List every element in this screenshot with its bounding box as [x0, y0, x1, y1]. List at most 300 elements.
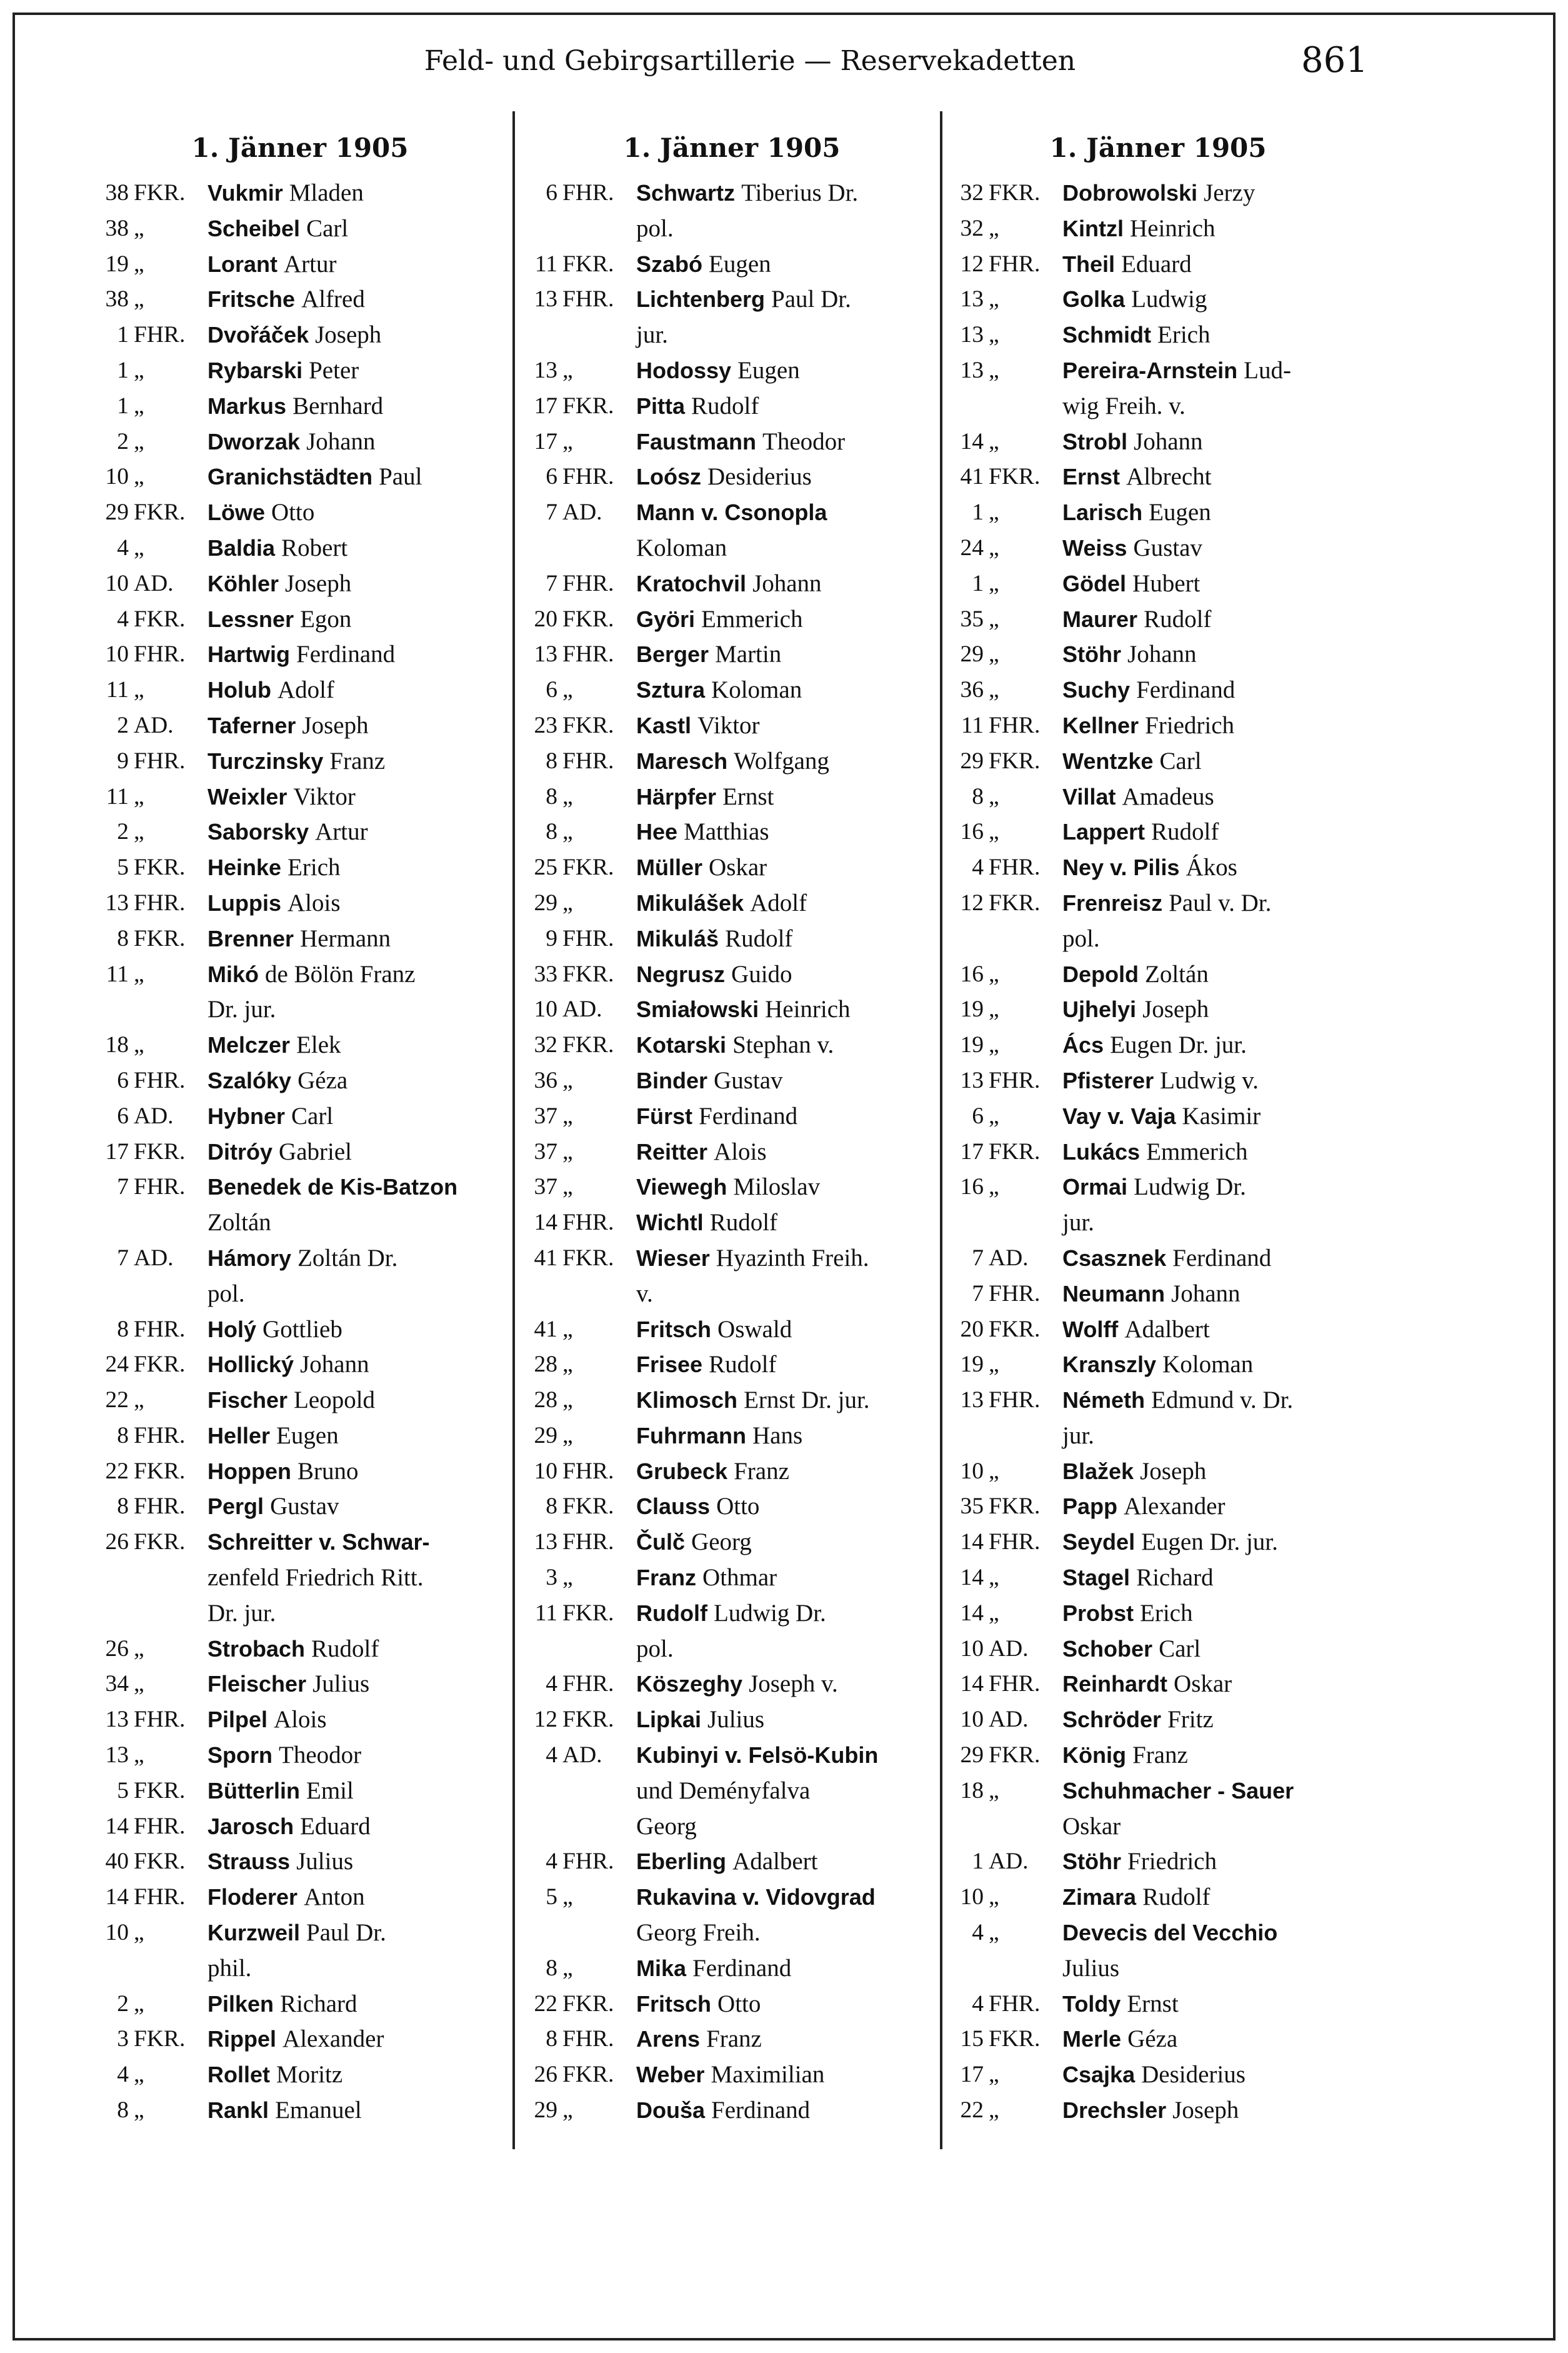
given-name: Eugen — [1149, 499, 1211, 526]
column-title: 1. Jänner 1905 — [623, 133, 841, 163]
regiment-number: 38 — [105, 180, 129, 206]
unit-abbreviation: FHR. — [134, 322, 186, 348]
unit-abbreviation: „ — [134, 2097, 144, 2124]
unit-abbreviation: FHR. — [562, 180, 614, 206]
name-continuation: jur. — [1062, 1209, 1094, 1237]
regiment-number: 38 — [105, 286, 129, 313]
unit-abbreviation: FHR. — [562, 1671, 614, 1697]
list-item — [100, 1028, 500, 1063]
surname: Seydel — [1062, 1529, 1136, 1555]
list-item — [955, 1135, 1361, 1170]
given-name: Oskar — [1174, 1670, 1232, 1698]
cadet-name — [1062, 1099, 1361, 1135]
cadet-name — [207, 1880, 500, 1915]
cadet-name — [1062, 1063, 1361, 1099]
surname: Fritsch — [636, 1316, 712, 1342]
surname: Pereira-Arnstein — [1062, 357, 1238, 383]
list-item — [529, 1596, 935, 1667]
given-name: Hermann — [300, 925, 391, 952]
unit-abbreviation: „ — [989, 428, 999, 454]
regiment-number: 16 — [960, 1174, 984, 1200]
list-item — [529, 780, 935, 815]
given-name: Mladen — [289, 179, 364, 206]
list-item — [100, 1880, 500, 1915]
unit-abbreviation: „ — [134, 819, 144, 845]
regiment-number: 1 — [972, 499, 984, 526]
regiment-number: 15 — [960, 2026, 984, 2052]
list-item — [955, 673, 1361, 708]
given-name: Maximilian — [711, 2061, 825, 2089]
regiment-number: 8 — [546, 2026, 557, 2052]
surname: Ujhelyi — [1062, 996, 1137, 1023]
surname: Mann v. Csonopla — [636, 499, 827, 526]
cadet-name — [207, 1987, 500, 2022]
name-continuation: wig Freih. v. — [1062, 392, 1186, 419]
regiment-number: 13 — [105, 890, 129, 916]
regiment-number: 11 — [106, 783, 129, 810]
unit-abbreviation: FHR. — [134, 1422, 186, 1448]
cadet-name — [636, 1347, 935, 1383]
given-name: Johann — [1127, 641, 1197, 668]
regiment-number: 26 — [105, 1529, 129, 1555]
given-name: Zoltán — [1145, 960, 1209, 988]
surname: Ney v. Pilis — [1062, 855, 1180, 881]
cadet-name — [207, 176, 500, 211]
regiment-number: 37 — [534, 1174, 557, 1200]
given-name: Elek — [296, 1031, 341, 1059]
list-item — [529, 886, 935, 921]
surname: Lipkai — [636, 1707, 702, 1733]
regiment-number: 16 — [960, 961, 984, 987]
surname: Rippel — [207, 2026, 277, 2052]
regiment-number: 18 — [960, 1777, 984, 1804]
cadet-name — [1062, 1738, 1361, 1774]
regiment-number: 17 — [960, 2062, 984, 2088]
regiment-number: 29 — [960, 1742, 984, 1769]
list-item — [100, 2057, 500, 2093]
list-item — [529, 1418, 935, 1454]
given-name: Ludwig Dr. — [713, 1599, 826, 1627]
regiment-number: 13 — [960, 286, 984, 313]
unit-abbreviation: „ — [989, 2062, 999, 2088]
unit-abbreviation: FKR. — [562, 2062, 614, 2088]
list-item — [529, 1170, 935, 1205]
cadet-name — [207, 211, 500, 247]
list-item — [529, 176, 935, 247]
cadet-name — [636, 282, 935, 318]
surname: Schuhmacher - Sauer — [1062, 1777, 1294, 1804]
cadet-name — [1062, 566, 1361, 602]
list-item — [529, 459, 935, 495]
regiment-number: 13 — [960, 1387, 984, 1413]
given-name: Ludwig Dr. — [1134, 1173, 1246, 1201]
surname: Köszeghy — [636, 1671, 743, 1697]
regiment-number: 16 — [960, 819, 984, 845]
list-item — [529, 1383, 935, 1418]
unit-abbreviation: AD. — [562, 1742, 602, 1769]
given-name: Paul v. Dr. — [1169, 889, 1272, 916]
entry-list — [100, 176, 500, 2129]
unit-abbreviation: „ — [134, 428, 144, 454]
regiment-number: 6 — [546, 180, 557, 206]
given-name: Johann — [300, 1351, 369, 1378]
given-name: Carl — [1159, 1635, 1201, 1662]
regiment-number: 4 — [117, 534, 129, 561]
regiment-number: 13 — [534, 1529, 557, 1555]
surname: Benedek de Kis-Batzon — [207, 1174, 458, 1200]
regiment-number: 32 — [960, 180, 984, 206]
unit-abbreviation: FKR. — [562, 1600, 614, 1626]
unit-abbreviation: „ — [562, 819, 573, 845]
given-name: Ernst Dr. jur. — [744, 1387, 870, 1414]
given-name: Joseph v. — [749, 1670, 838, 1698]
regiment-number: 22 — [960, 2097, 984, 2124]
unit-abbreviation: AD. — [989, 1635, 1029, 1662]
list-item — [100, 1774, 500, 1809]
unit-abbreviation: „ — [134, 251, 144, 277]
cadet-name — [1062, 1560, 1361, 1596]
unit-abbreviation: FKR. — [562, 1707, 614, 1733]
surname: Hodossy — [636, 357, 732, 383]
surname: Csasznek — [1062, 1245, 1167, 1271]
unit-abbreviation: FKR. — [989, 180, 1041, 206]
cadet-name — [207, 424, 500, 460]
name-continuation: Koloman — [636, 534, 727, 561]
unit-abbreviation: „ — [562, 1103, 573, 1129]
given-name: Franz — [734, 1457, 789, 1485]
surname: Villat — [1062, 783, 1116, 810]
list-item — [100, 1418, 500, 1454]
cadet-name — [207, 602, 500, 638]
unit-abbreviation: FKR. — [134, 1529, 186, 1555]
surname: Strobach — [207, 1635, 306, 1662]
unit-abbreviation: FHR. — [134, 1707, 186, 1733]
given-name: Lud- — [1244, 356, 1291, 384]
list-item — [955, 637, 1361, 673]
unit-abbreviation: „ — [562, 783, 573, 810]
unit-abbreviation: „ — [989, 1032, 999, 1058]
cadet-name — [207, 282, 500, 318]
unit-abbreviation: „ — [134, 464, 144, 490]
regiment-number: 6 — [117, 1067, 129, 1093]
list-item — [100, 637, 500, 673]
list-item — [955, 282, 1361, 318]
surname: Melczer — [207, 1032, 291, 1058]
unit-abbreviation: „ — [562, 1422, 573, 1448]
cadet-name — [207, 1028, 500, 1063]
surname: Schreitter v. Schwar- — [207, 1529, 430, 1555]
given-name: Eugen Dr. jur. — [1110, 1031, 1247, 1059]
cadet-name — [207, 637, 500, 673]
regiment-number: 7 — [546, 570, 557, 596]
list-item — [955, 1738, 1361, 1774]
surname: Floderer — [207, 1884, 298, 1910]
regiment-number: 20 — [960, 1316, 984, 1342]
surname: Smiałowski — [636, 996, 759, 1023]
regiment-number: 4 — [546, 1742, 557, 1769]
surname: Lichtenberg — [636, 286, 766, 313]
given-name: Heinrich — [1130, 214, 1216, 242]
cadet-name — [207, 1454, 500, 1490]
cadet-name — [636, 921, 935, 957]
given-name: Theodor — [279, 1742, 362, 1769]
given-name: Rudolf — [691, 392, 759, 419]
given-name: Emanuel — [275, 2097, 362, 2124]
list-item — [100, 459, 500, 495]
given-name: Adolf — [750, 889, 807, 916]
regiment-number: 8 — [972, 783, 984, 810]
unit-abbreviation: FKR. — [989, 1316, 1041, 1342]
unit-abbreviation: FKR. — [562, 606, 614, 632]
given-name: Alexander — [1124, 1493, 1226, 1520]
surname: Binder — [636, 1067, 708, 1093]
column-title: 1. Jänner 1905 — [191, 133, 409, 163]
cadet-name — [636, 1844, 935, 1880]
list-item — [100, 1063, 500, 1099]
surname: Dworzak — [207, 428, 301, 454]
surname: Györi — [636, 606, 696, 632]
cadet-name — [636, 247, 935, 283]
list-item — [529, 1099, 935, 1135]
given-name: Ferdinand — [296, 641, 396, 668]
regiment-number: 12 — [960, 251, 984, 277]
cadet-name — [636, 1702, 935, 1738]
list-item — [100, 1312, 500, 1348]
regiment-number: 9 — [546, 925, 557, 951]
surname: Pitta — [636, 393, 686, 419]
unit-abbreviation: „ — [562, 1884, 573, 1910]
unit-abbreviation: FKR. — [134, 1849, 186, 1875]
unit-abbreviation: „ — [134, 1032, 144, 1058]
running-header: Feld- und Gebirgsartillerie — Reservekadetten — [424, 45, 1076, 77]
list-item — [529, 850, 935, 886]
list-item — [100, 389, 500, 424]
cadet-name — [1062, 1241, 1361, 1277]
list-item — [529, 602, 935, 638]
surname: Dobrowolski — [1062, 180, 1198, 206]
given-name: Matthias — [684, 818, 769, 846]
cadet-name — [207, 2093, 500, 2129]
given-name: Ernst — [1127, 1990, 1179, 2017]
cadet-name — [636, 424, 935, 460]
given-name: Carl — [1159, 747, 1202, 775]
unit-abbreviation: „ — [562, 1316, 573, 1342]
unit-abbreviation: FKR. — [134, 606, 186, 632]
cadet-name — [1062, 2022, 1361, 2057]
given-name: Rudolf — [709, 1351, 777, 1378]
list-item — [955, 744, 1361, 780]
unit-abbreviation: FHR. — [134, 641, 186, 668]
surname: Luppis — [207, 890, 281, 916]
given-name: Artur — [315, 818, 368, 846]
given-name: Bernhard — [292, 392, 384, 419]
list-item — [100, 353, 500, 389]
cadet-name — [1062, 886, 1361, 921]
regiment-number: 35 — [960, 606, 984, 632]
list-item — [529, 1987, 935, 2022]
unit-abbreviation: FHR. — [989, 1067, 1041, 1093]
given-name: Egon — [300, 605, 352, 633]
regiment-number: 5 — [546, 1884, 557, 1910]
regiment-number: 28 — [534, 1352, 557, 1378]
given-name: Rudolf — [709, 1209, 778, 1237]
surname: Stöhr — [1062, 641, 1121, 668]
list-item — [100, 957, 500, 1028]
unit-abbreviation: FKR. — [134, 180, 186, 206]
surname: Pilken — [207, 1990, 274, 2017]
entry-list — [955, 176, 1361, 2129]
list-item — [529, 637, 935, 673]
list-item — [100, 1987, 500, 2022]
cadet-name — [636, 992, 935, 1028]
list-item — [100, 495, 500, 531]
given-name: Albrecht — [1126, 463, 1212, 491]
cadet-name — [636, 708, 935, 744]
regiment-number: 8 — [546, 748, 557, 774]
regiment-number: 11 — [961, 712, 984, 738]
given-name: Gottlieb — [262, 1315, 342, 1343]
cadet-name — [636, 886, 935, 921]
list-item — [100, 1170, 500, 1241]
regiment-number: 23 — [534, 712, 557, 738]
given-name: Rudolf — [725, 925, 793, 952]
column-1 — [100, 133, 500, 2129]
name-continuation: Zoltán — [207, 1209, 271, 1237]
surname: Rukavina v. Vidovgrad — [636, 1884, 876, 1910]
surname: Holub — [207, 677, 271, 703]
unit-abbreviation: „ — [989, 2097, 999, 2124]
surname: Neumann — [1062, 1280, 1166, 1307]
regiment-number: 4 — [117, 606, 129, 632]
given-name: Johann — [1134, 428, 1203, 455]
regiment-number: 14 — [960, 1565, 984, 1591]
regiment-number: 17 — [105, 1138, 129, 1165]
surname: Turczinsky — [207, 748, 324, 774]
entry-list — [529, 176, 935, 2129]
regiment-number: 4 — [972, 855, 984, 881]
cadet-name — [636, 957, 935, 993]
unit-abbreviation: „ — [134, 1387, 144, 1413]
regiment-number: 14 — [960, 428, 984, 454]
list-item — [955, 2057, 1361, 2093]
name-continuation: pol. — [1062, 925, 1100, 952]
list-item — [529, 247, 935, 283]
list-item — [955, 1596, 1361, 1632]
surname: Wolff — [1062, 1316, 1119, 1342]
regiment-number: 17 — [960, 1138, 984, 1165]
list-item — [529, 424, 935, 460]
given-name: Artur — [284, 250, 337, 278]
unit-abbreviation: „ — [562, 1138, 573, 1165]
name-continuation: und Deményfalva — [636, 1777, 811, 1804]
list-item — [955, 1525, 1361, 1560]
cadet-name — [1062, 1667, 1361, 1702]
surname: Strauss — [207, 1849, 291, 1875]
regiment-number: 2 — [117, 712, 129, 738]
unit-abbreviation: FKR. — [989, 1138, 1041, 1165]
list-item — [100, 1454, 500, 1490]
unit-abbreviation: FKR. — [989, 1742, 1041, 1769]
regiment-number: 1 — [117, 393, 129, 419]
surname: Suchy — [1062, 677, 1131, 703]
given-name: Julius — [312, 1670, 370, 1698]
regiment-number: 24 — [960, 534, 984, 561]
given-name: Hyazinth Freih. — [716, 1244, 869, 1272]
surname: Papp — [1062, 1493, 1118, 1520]
regiment-number: 19 — [960, 996, 984, 1023]
surname: Fuhrmann — [636, 1422, 746, 1448]
list-item — [529, 1489, 935, 1525]
cadet-name — [636, 1418, 935, 1454]
list-item — [529, 1205, 935, 1241]
list-item — [100, 1347, 500, 1383]
unit-abbreviation: „ — [989, 499, 999, 526]
given-name: Ferdinand — [699, 1102, 798, 1130]
unit-abbreviation: „ — [989, 677, 999, 703]
unit-abbreviation: „ — [134, 357, 144, 383]
list-item — [529, 1063, 935, 1099]
list-item — [955, 2022, 1361, 2057]
regiment-number: 8 — [117, 1422, 129, 1448]
surname: Fritsche — [207, 286, 296, 313]
given-name: Gustav — [270, 1493, 339, 1520]
surname: Jarosch — [207, 1813, 294, 1839]
surname: Ditróy — [207, 1138, 273, 1165]
list-item — [529, 1738, 935, 1844]
unit-abbreviation: „ — [989, 606, 999, 632]
surname: Reitter — [636, 1138, 708, 1165]
column-divider — [512, 111, 515, 2149]
list-item — [955, 1312, 1361, 1348]
surname: Scheibel — [207, 215, 301, 241]
regiment-number: 34 — [105, 1671, 129, 1697]
surname: Granichstädten — [207, 464, 373, 490]
surname: Baldia — [207, 534, 276, 561]
list-item — [100, 2022, 500, 2057]
list-item — [955, 992, 1361, 1028]
list-item — [100, 1525, 500, 1631]
given-name: Heinrich — [765, 996, 851, 1023]
cadet-name — [1062, 176, 1361, 211]
unit-abbreviation: FHR. — [562, 1210, 614, 1236]
list-item — [100, 1702, 500, 1738]
cadet-name — [1062, 1702, 1361, 1738]
given-name: Ferdinand — [1172, 1244, 1272, 1272]
regiment-number: 1 — [972, 570, 984, 596]
cadet-name — [207, 673, 500, 708]
list-item — [529, 1667, 935, 1702]
cadet-name — [207, 1347, 500, 1383]
given-name: Kasimir — [1182, 1102, 1261, 1130]
cadet-name — [636, 1099, 935, 1135]
given-name: Zoltán Dr. — [297, 1244, 398, 1272]
cadet-name — [636, 780, 935, 815]
cadet-name — [1062, 282, 1361, 318]
list-item — [100, 1489, 500, 1525]
regiment-number: 8 — [117, 925, 129, 951]
given-name: Hubert — [1132, 569, 1201, 597]
list-item — [529, 2057, 935, 2093]
list-item — [100, 211, 500, 247]
list-item — [955, 353, 1361, 424]
regiment-number: 8 — [546, 783, 557, 810]
unit-abbreviation: AD. — [562, 499, 602, 526]
cadet-name — [1062, 744, 1361, 780]
regiment-number: 7 — [117, 1174, 129, 1200]
regiment-number: 13 — [105, 1742, 129, 1769]
surname: Brenner — [207, 925, 294, 951]
cadet-name — [207, 247, 500, 283]
